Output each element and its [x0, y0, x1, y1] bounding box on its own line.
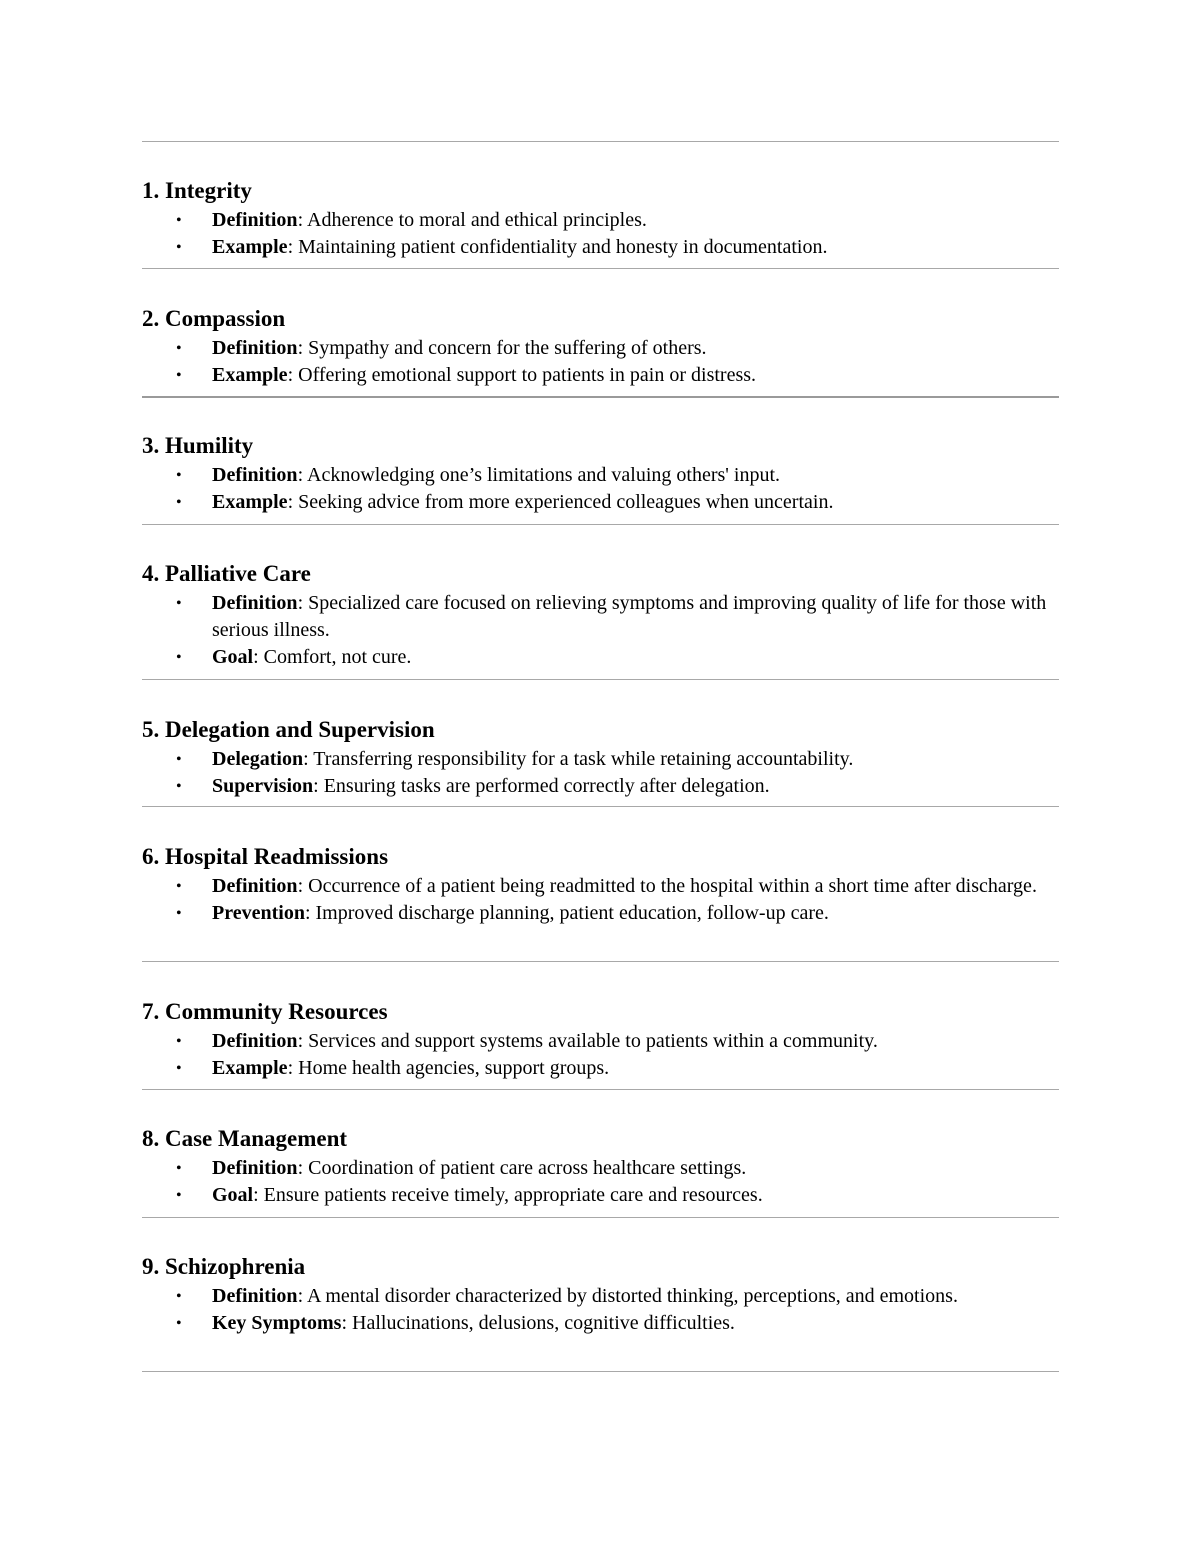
list-item: • Definition: Adherence to moral and ethical principles.	[142, 207, 1059, 234]
bullet-icon: •	[176, 751, 182, 768]
list-item: • Definition: A mental disorder characterized by distorted thinking, perceptions, and emotions.	[142, 1283, 1059, 1310]
section-delegation-supervision	[142, 715, 1059, 800]
section-heading: 4. Palliative Care	[142, 561, 311, 586]
bullet-icon: •	[176, 1288, 182, 1305]
list-item: • Definition: Coordination of patient care across healthcare settings.	[142, 1155, 1059, 1182]
section-integrity	[142, 176, 1059, 261]
bullet-icon: •	[176, 649, 182, 666]
divider	[142, 141, 1059, 142]
divider	[142, 268, 1059, 269]
divider	[142, 961, 1059, 962]
divider	[142, 1089, 1059, 1090]
divider	[142, 806, 1059, 807]
section-heading: 7. Community Resources	[142, 999, 388, 1024]
bullet-icon: •	[176, 1315, 182, 1332]
section-heading: 8. Case Management	[142, 1126, 348, 1151]
list-item: • Definition: Sympathy and concern for the suffering of others.	[142, 335, 1059, 362]
section-list	[142, 462, 1059, 516]
list-item: • Goal: Comfort, not cure.	[142, 644, 1059, 671]
bullet-icon: •	[176, 1160, 182, 1177]
list-item: • Example: Maintaining patient confidentiality and honesty in documentation.	[142, 234, 1059, 261]
list-item: • Key Symptoms: Hallucinations, delusions, cognitive difficulties.	[142, 1310, 1059, 1337]
section-palliative-care	[142, 559, 1059, 671]
list-item: • Supervision: Ensuring tasks are performed correctly after delegation.	[142, 773, 1059, 800]
bullet-icon: •	[176, 212, 182, 229]
bullet-icon: •	[176, 1187, 182, 1204]
divider	[142, 396, 1059, 398]
section-list	[142, 1028, 1059, 1082]
section-heading: 9. Schizophrenia	[142, 1254, 306, 1279]
list-item: • Example: Offering emotional support to patients in pain or distress.	[142, 362, 1059, 389]
section-hospital-readmissions	[142, 842, 1059, 927]
bullet-icon: •	[176, 367, 182, 384]
section-community-resources	[142, 997, 1059, 1082]
divider	[142, 679, 1059, 680]
bullet-icon: •	[176, 494, 182, 511]
section-list	[142, 590, 1059, 671]
divider	[142, 1371, 1059, 1372]
section-heading: 2. Compassion	[142, 306, 286, 331]
bullet-icon: •	[176, 340, 182, 357]
list-item: • Example: Seeking advice from more experienced colleagues when uncertain.	[142, 489, 1059, 516]
list-item: • Prevention: Improved discharge planning, patient education, follow-up care.	[142, 900, 1059, 927]
section-list	[142, 1283, 1059, 1337]
section-list	[142, 873, 1059, 927]
divider	[142, 1217, 1059, 1218]
list-item: • Example: Home health agencies, support groups.	[142, 1055, 1059, 1082]
bullet-icon: •	[176, 595, 182, 612]
section-list	[142, 746, 1059, 800]
list-item: • Delegation: Transferring responsibility for a task while retaining accountability.	[142, 746, 1059, 773]
section-list	[142, 207, 1059, 261]
section-compassion	[142, 304, 1059, 389]
section-heading: 3. Humility	[142, 433, 254, 458]
section-heading: 1. Integrity	[142, 178, 252, 203]
section-case-management	[142, 1124, 1059, 1209]
bullet-icon: •	[176, 878, 182, 895]
divider	[142, 524, 1059, 525]
list-item: • Definition: Specialized care focused on relieving symptoms and improving quality of life for those with serious illness.	[176, 592, 1047, 641]
section-list	[142, 1155, 1059, 1209]
list-item: • Definition: Services and support systems available to patients within a community.	[142, 1028, 1059, 1055]
bullet-icon: •	[176, 905, 182, 922]
bullet-icon: •	[176, 1060, 182, 1077]
section-list	[142, 335, 1059, 389]
section-heading: 5. Delegation and Supervision	[142, 717, 435, 742]
bullet-icon: •	[176, 778, 182, 795]
section-humility	[142, 431, 1059, 516]
bullet-icon: •	[176, 1033, 182, 1050]
list-item: • Goal: Ensure patients receive timely, appropriate care and resources.	[142, 1182, 1059, 1209]
list-item: • Definition: Acknowledging one’s limitations and valuing others' input.	[142, 462, 1059, 489]
bullet-icon: •	[176, 467, 182, 484]
list-item: • Definition: Occurrence of a patient being readmitted to the hospital within a short time after discharge.	[142, 873, 1059, 900]
bullet-icon: •	[176, 239, 182, 256]
section-heading: 6. Hospital Readmissions	[142, 844, 389, 869]
section-schizophrenia	[142, 1252, 1059, 1337]
